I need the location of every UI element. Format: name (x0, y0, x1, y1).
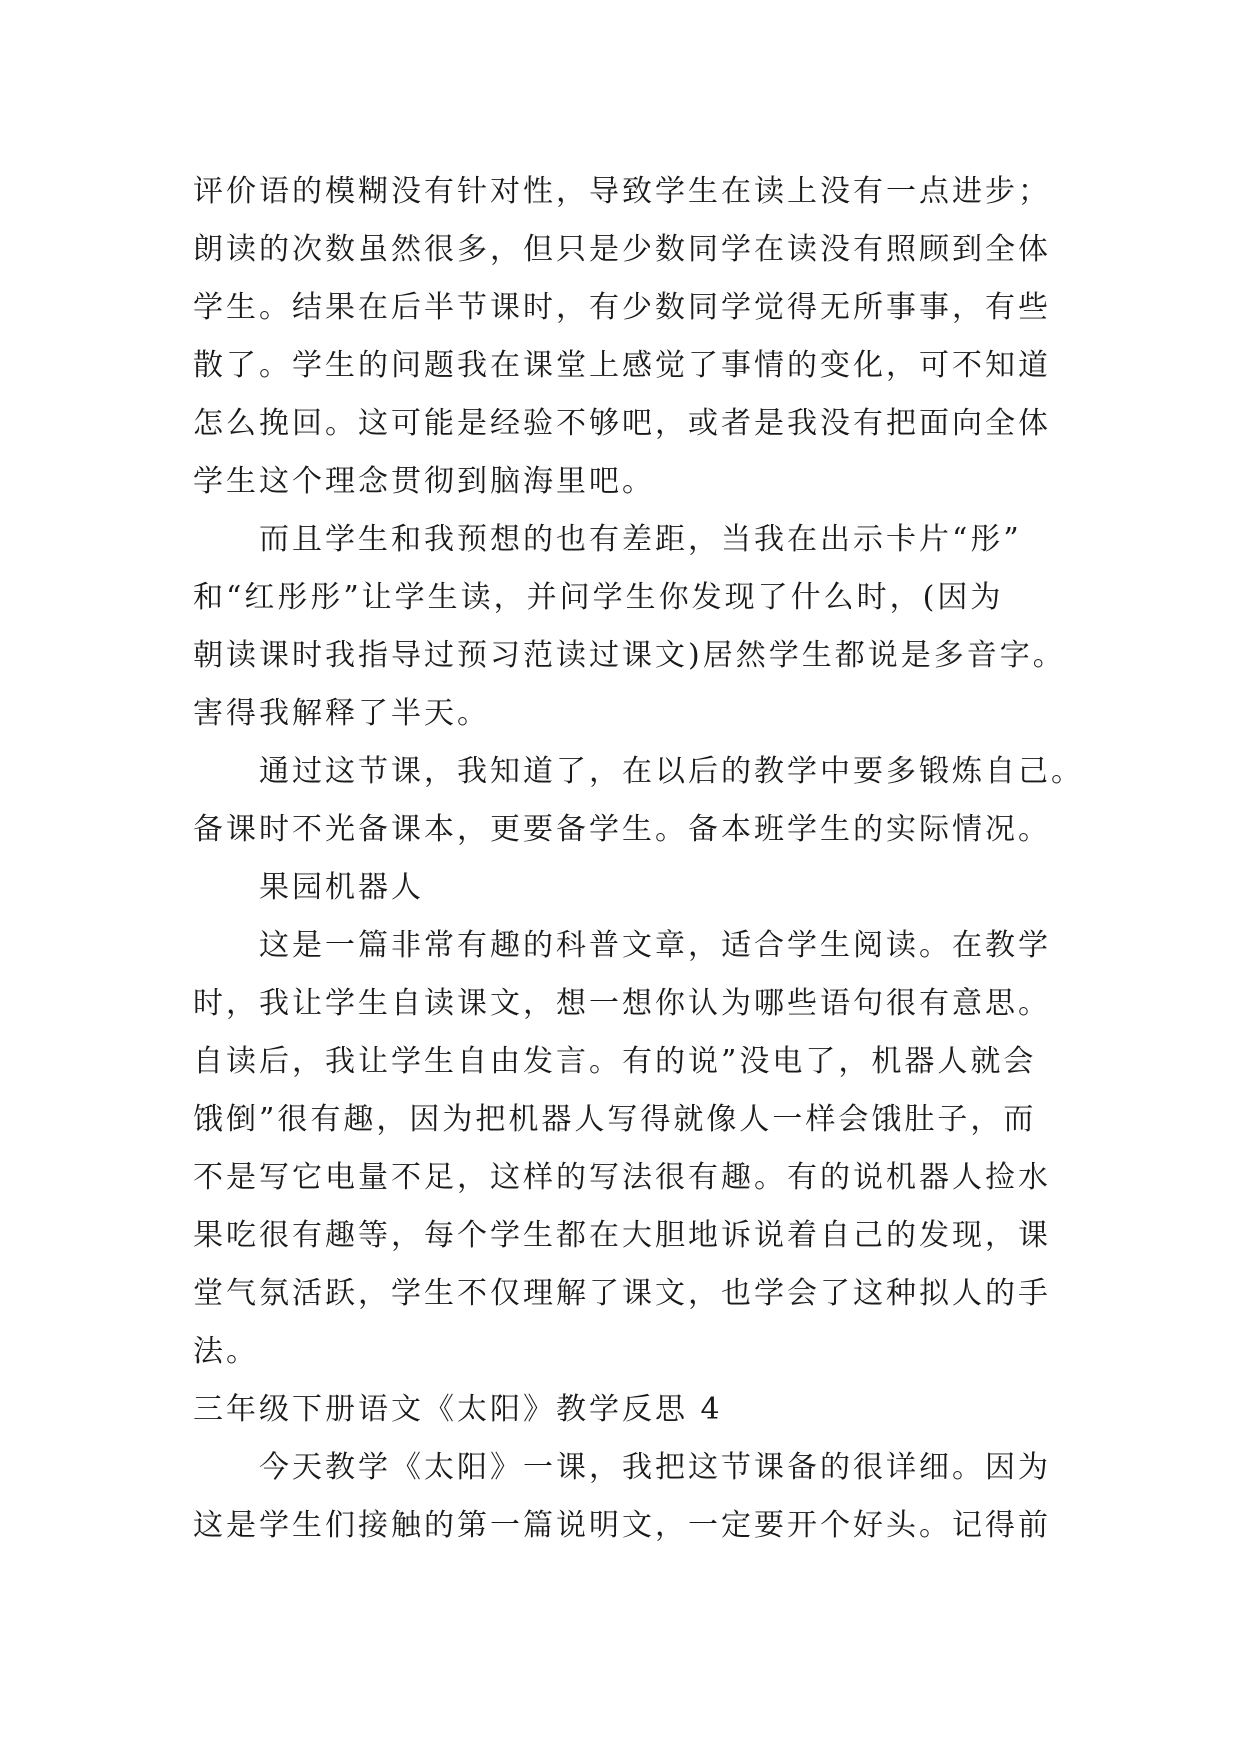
paragraph-start-line: 这是一篇非常有趣的科普文章，适合学生阅读。在教学 (259, 928, 1051, 963)
paragraph-start-line: 而且学生和我预想的也有差距，当我在出示卡片“彤” (259, 522, 1022, 557)
text-line: 朗读的次数虽然很多，但只是少数同学在读没有照顾到全体 (193, 232, 1051, 267)
paragraph-start-line: 通过这节课，我知道了，在以后的教学中要多锻炼自己。 (259, 754, 1084, 789)
section-subtitle: 果园机器人 (259, 870, 424, 905)
text-line: 法。 (193, 1334, 259, 1369)
document-body (193, 163, 1084, 1555)
text-line: 朝读课时我指导过预习范读过课文)居然学生都说是多音字。 (193, 638, 1066, 673)
text-line: 学生这个理念贯彻到脑海里吧。 (193, 464, 655, 499)
text-line: 堂气氛活跃，学生不仅理解了课文，也学会了这种拟人的手 (193, 1276, 1051, 1311)
text-line: 果吃很有趣等，每个学生都在大胆地诉说着自己的发现，课 (193, 1218, 1051, 1253)
text-line: 散了。学生的问题我在课堂上感觉了事情的变化，可不知道 (193, 348, 1051, 383)
text-line: 时，我让学生自读课文，想一想你认为哪些语句很有意思。 (193, 986, 1051, 1021)
text-line: 饿倒”很有趣，因为把机器人写得就像人一样会饿肚子，而 (193, 1102, 1037, 1137)
text-line: 和“红彤彤”让学生读，并问学生你发现了什么时，(因为 (193, 580, 1004, 615)
text-line: 害得我解释了半天。 (193, 696, 490, 731)
section-heading: 三年级下册语文《太阳》教学反思 4 (193, 1392, 723, 1427)
text-line: 这是学生们接触的第一篇说明文，一定要开个好头。记得前 (193, 1508, 1051, 1543)
text-line: 自读后，我让学生自由发言。有的说”没电了，机器人就会 (193, 1044, 1037, 1079)
text-line: 备课时不光备课本，更要备学生。备本班学生的实际情况。 (193, 812, 1051, 847)
text-line: 不是写它电量不足，这样的写法很有趣。有的说机器人捡水 (193, 1160, 1051, 1195)
text-line: 评价语的模糊没有针对性，导致学生在读上没有一点进步； (193, 174, 1051, 209)
paragraph-start-line: 今天教学《太阳》一课，我把这节课备的很详细。因为 (259, 1450, 1051, 1485)
text-line: 怎么挽回。这可能是经验不够吧，或者是我没有把面向全体 (193, 406, 1051, 441)
text-line: 学生。结果在后半节课时，有少数同学觉得无所事事，有些 (193, 290, 1051, 325)
